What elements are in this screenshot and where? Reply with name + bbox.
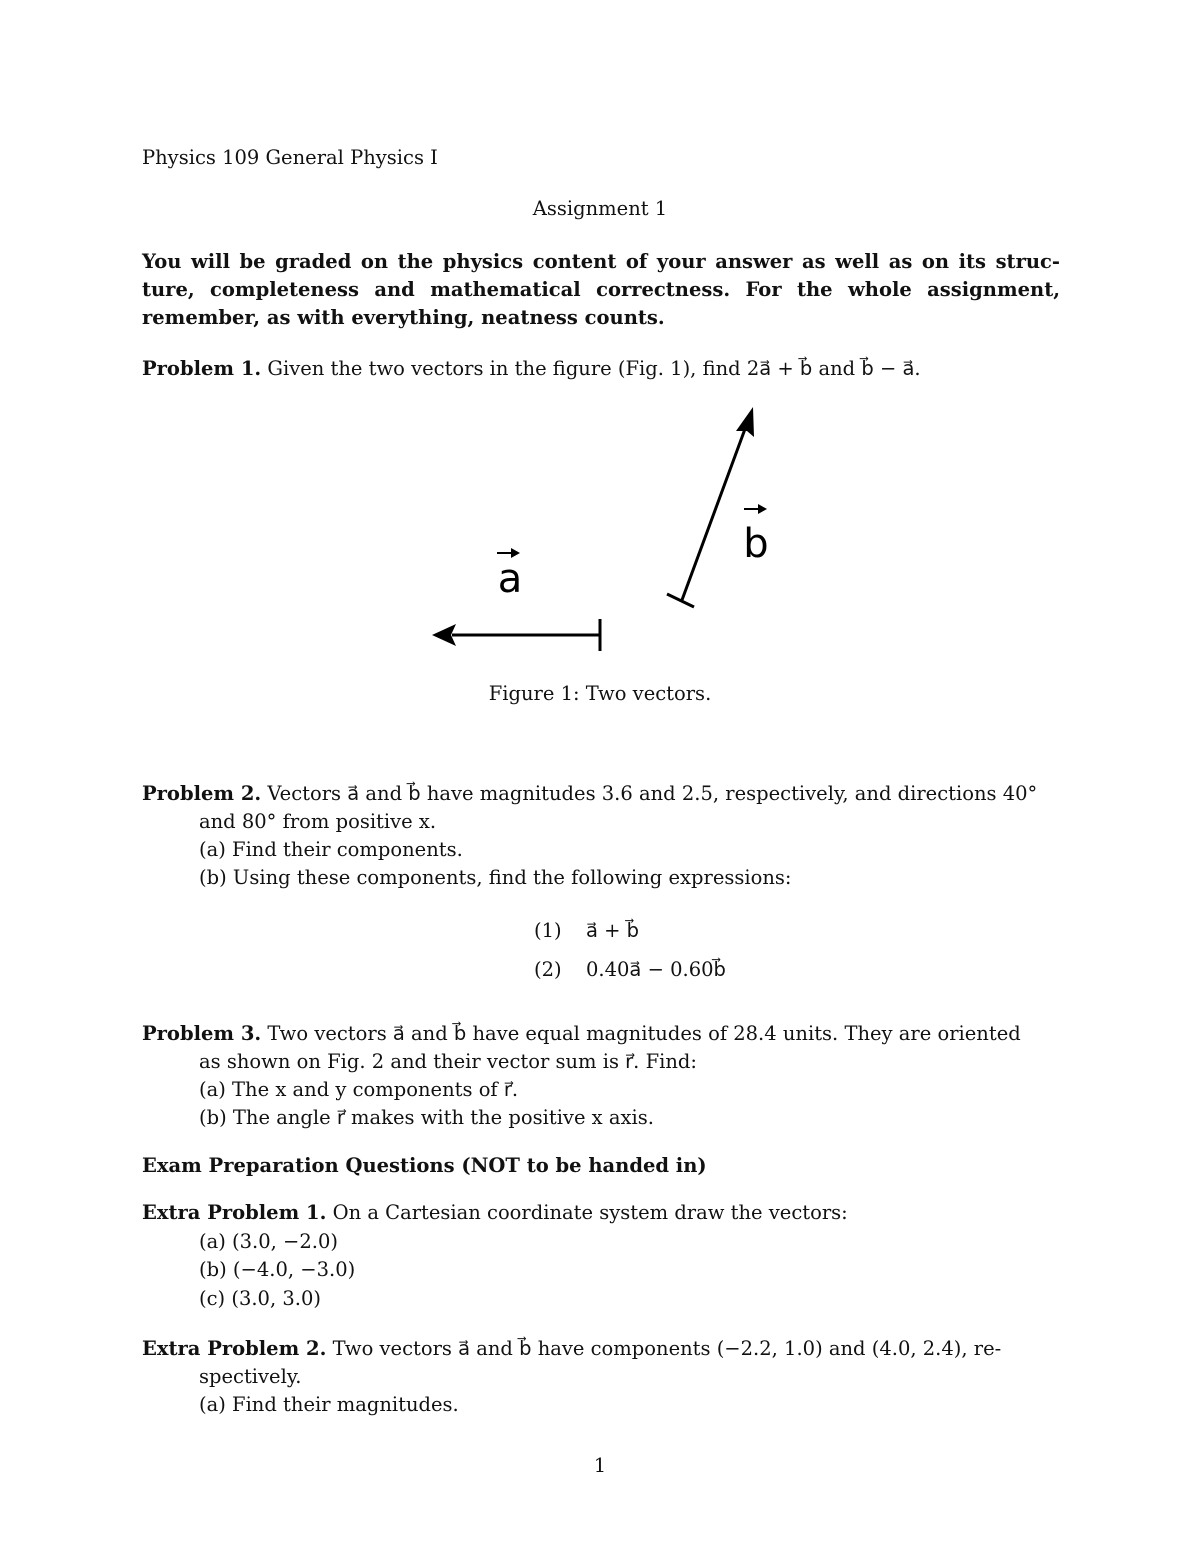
intro-line-1: You will be graded on the physics content of your answer as well as on its struc- <box>142 250 1060 273</box>
extra-problem-1-text: On a Cartesian coordinate system draw the vectors: <box>332 1201 848 1224</box>
extra-problem-1-part-b: (b) (−4.0, −3.0) <box>199 1258 356 1281</box>
problem-1 <box>142 355 921 383</box>
problem-3-text-1: Two vectors a⃗ and b⃗ have equal magnitudes of 28.4 units. They are oriented <box>267 1022 1021 1045</box>
vector-b-label-arrowhead <box>758 504 767 514</box>
problem-2-label: Problem 2. <box>142 782 262 805</box>
equation-1: a⃗ + b⃗ <box>586 919 640 942</box>
extra-problem-2 <box>142 1335 1001 1363</box>
equation-2-number: (2) <box>534 958 562 981</box>
extra-problem-2-label: Extra Problem 2. <box>142 1337 327 1360</box>
problem-2-part-a: (a) Find their components. <box>199 838 463 861</box>
problem-3 <box>142 1020 1021 1048</box>
vector-b-label: b <box>743 521 769 567</box>
course-title: Physics 109 General Physics I <box>142 146 438 169</box>
problem-2-text-2: and 80° from positive x. <box>199 810 437 833</box>
problem-3-text-2: as shown on Fig. 2 and their vector sum is r⃗. Find: <box>199 1050 697 1073</box>
problem-1-text: Given the two vectors in the figure (Fig. 1), find 2a⃗ + b⃗ and b⃗ − a⃗. <box>267 357 921 380</box>
problem-1-label: Problem 1. <box>142 357 262 380</box>
problem-2 <box>142 780 1037 808</box>
extra-problem-1-label: Extra Problem 1. <box>142 1201 327 1224</box>
problem-3-label: Problem 3. <box>142 1022 262 1045</box>
equation-1-number: (1) <box>534 919 562 942</box>
problem-2-text-1: Vectors a⃗ and b⃗ have magnitudes 3.6 and 2.5, respectively, and directions 40° <box>267 782 1038 805</box>
page-number: 1 <box>593 1454 607 1477</box>
figure-1-caption: Figure 1: Two vectors. <box>488 682 712 705</box>
vector-a-label: a <box>497 556 523 602</box>
exam-prep-heading: Exam Preparation Questions (NOT to be handed in) <box>142 1154 707 1177</box>
extra-problem-2-text-2: spectively. <box>199 1365 302 1388</box>
intro-line-2: ture, completeness and mathematical correctness. For the whole assignment, <box>142 278 1060 301</box>
intro-line-3: remember, as with everything, neatness counts. <box>142 306 665 329</box>
extra-problem-1-part-a: (a) (3.0, −2.0) <box>199 1230 339 1253</box>
problem-3-part-a: (a) The x and y components of r⃗. <box>199 1078 519 1101</box>
extra-problem-2-part-a: (a) Find their magnitudes. <box>199 1393 459 1416</box>
extra-problem-2-text-1: Two vectors a⃗ and b⃗ have components (−2.2, 1.0) and (4.0, 2.4), re- <box>332 1337 1002 1360</box>
figure-1-vectors <box>0 395 1200 695</box>
vector-b-line <box>682 429 745 600</box>
extra-problem-1-part-c: (c) (3.0, 3.0) <box>199 1287 321 1310</box>
assignment-title: Assignment 1 <box>532 197 668 220</box>
equation-2: 0.40a⃗ − 0.60b⃗ <box>586 958 726 981</box>
extra-problem-1 <box>142 1199 848 1227</box>
problem-2-part-b: (b) Using these components, find the following expressions: <box>199 866 792 889</box>
vector-b-tail-bar <box>667 594 694 607</box>
problem-3-part-b: (b) The angle r⃗ makes with the positive x axis. <box>199 1106 654 1129</box>
